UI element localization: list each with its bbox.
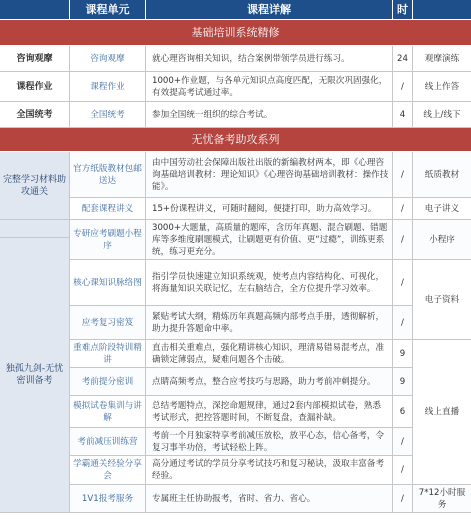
row-detail: 高分通过考试的学员分享考试技巧和复习秘诀，汲取丰富备考经验。 [146,456,393,485]
row-mode: 观摩演练 [413,46,471,72]
row-hours: 9 [393,368,413,396]
row-detail: 指引学员快速建立知识系统观，使考点内容结构化、可视化，将海量知识关联记忆，左右脑结合，全方位提升学习效率。 [146,260,393,306]
row-mode: 线上作答 [413,72,471,102]
row-hours: / [393,485,413,513]
group-study-materials: 完整学习材料助攻通关 [0,152,70,220]
row-hours: / [393,198,413,220]
row-unit: 重难点阶段特训精讲 [70,340,146,368]
group-filler [0,220,70,238]
row-detail: 3000+大题量，高质量的题库，含历年真题、混合刷题、错题库等多维度刷题模式，让刷题更有价值、更“过瘾”，训练更系统，练习更充分。 [146,220,393,260]
row-mode: 7*12小时服务 [413,485,471,513]
merged-mode-live: 线上直播 [413,340,471,485]
row-unit: 模拟试卷集训与讲解 [70,396,146,428]
group-intensive-prep: 独孤九剑-无忧密训备考 [0,238,70,513]
row-unit: 1V1报考服务 [70,485,146,513]
row-detail: 1000+作业题，与各单元知识点高度匹配，无限次巩固强化，有效提高考试通过率。 [146,72,393,102]
header-hours: 时 [393,0,413,20]
row-unit: 咨询观摩 [70,46,146,72]
row-hours: / [393,260,413,306]
row-hours: / [393,306,413,340]
row-hours: / [393,72,413,102]
row-hours: / [393,456,413,485]
row-unit: 官方纸版教材包邮送达 [70,152,146,198]
header-blank [0,0,70,20]
row-unit: 配套课程讲义 [70,198,146,220]
header-mode [413,0,471,20]
row-detail: 专属班主任协助报考，省时、省力、省心。 [146,485,393,513]
row-unit: 应考复习密笈 [70,306,146,340]
row-detail: 15+份课程讲义，可随时翻阅，便捷打印，助力高效学习。 [146,198,393,220]
row-unit: 考前减压训练营 [70,428,146,456]
row-mode: 电子讲义 [413,198,471,220]
row-mode: 小程序 [413,220,471,260]
row-detail: 紧贴考试大纲，精炼历年真题高频内部考点手册，透彻解析，助力提升答题命中率。 [146,306,393,340]
row-name: 咨询观摩 [0,46,70,72]
row-mode: 线上/线下 [413,102,471,128]
row-detail: 由中国劳动社会保障出版社出版的新编教材两本，即《心理咨询基础培训教材：理论知识》《心理咨询基础培训教材：操作技能》。 [146,152,393,198]
row-unit: 专研应考刷题小程序 [70,220,146,260]
row-hours: 9 [393,340,413,368]
row-name: 课程作业 [0,72,70,102]
header-detail: 课程详解 [146,0,393,20]
section-title-exam: 无忧备考助攻系列 [0,128,471,152]
row-unit: 学霸通关经验分享会 [70,456,146,485]
row-hours: / [393,428,413,456]
section-title-basic: 基础培训系统精修 [0,20,471,46]
row-hours: 6 [393,396,413,428]
row-hours: 24 [393,46,413,72]
row-unit: 考前提分密训 [70,368,146,396]
row-hours: / [393,220,413,260]
row-detail: 就心理咨询相关知识，结合案例带领学员进行练习。 [146,46,393,72]
row-detail: 参加全国统一组织的综合考试。 [146,102,393,128]
row-name: 全国统考 [0,102,70,128]
header-unit: 课程单元 [70,0,146,20]
row-detail: 考前一个月独家特享考前减压放松，放平心态，信心备考，令复习事半功倍，考试轻松上阵。 [146,428,393,456]
row-mode: 纸质教材 [413,152,471,198]
row-unit: 课程作业 [70,72,146,102]
row-unit: 核心课知识脉络图 [70,260,146,306]
row-hours: / [393,152,413,198]
row-unit: 全国统考 [70,102,146,128]
merged-mode-digital: 电子资料 [413,260,471,340]
row-detail: 直击相关重难点，强化精讲核心知识，理清易错易混考点，准确锁定薄弱点，疑难问题各个击破。 [146,340,393,368]
row-detail: 点睛高频考点，整合应考技巧与思路，助力考前冲刺提分。 [146,368,393,396]
row-detail: 总结考题特点，深挖命题规律，通过2套内部模拟试卷，熟悉考试形式，把控答题时间，不断复盘，查漏补缺。 [146,396,393,428]
row-hours: 4 [393,102,413,128]
